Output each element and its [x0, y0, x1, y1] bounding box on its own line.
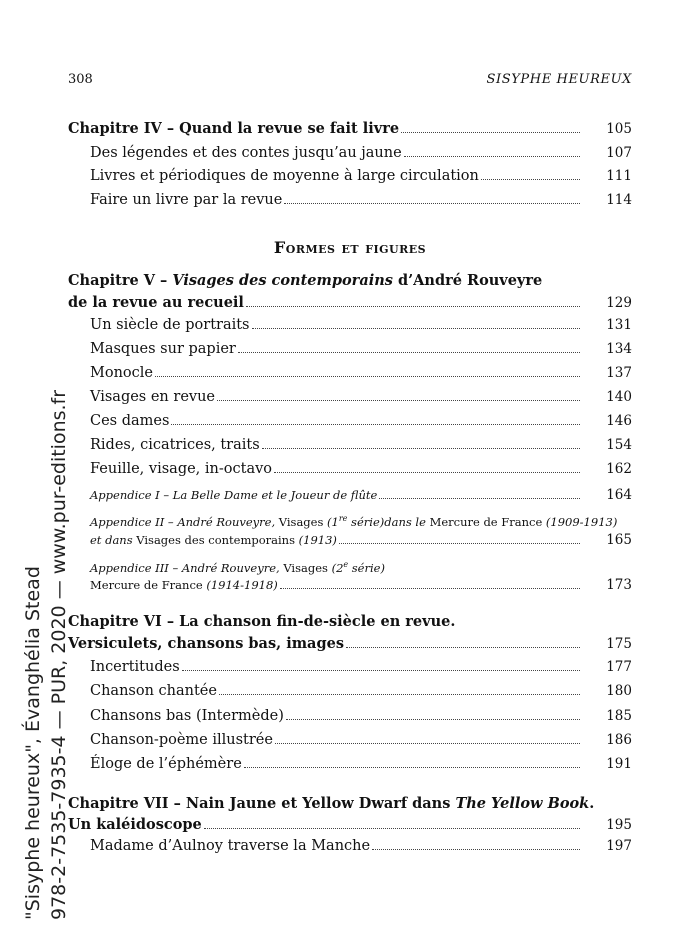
- toc-entry: [90, 340, 582, 358]
- toc-entry: [90, 436, 582, 454]
- leader-dots: [275, 743, 580, 744]
- page-number: 308: [68, 72, 93, 87]
- toc-entry-title: Ces dames: [90, 413, 170, 429]
- toc-page-number: 164: [606, 487, 632, 503]
- toc-entry: [90, 755, 582, 773]
- toc-page-number: 129: [606, 295, 632, 311]
- toc-entry: [90, 364, 582, 382]
- toc-entry: [90, 837, 582, 855]
- appendix-text: (1913): [294, 533, 337, 547]
- leader-dots: [284, 203, 580, 204]
- running-title: SISYPHE HEUREUX: [486, 72, 632, 87]
- toc-page-number: 131: [606, 317, 632, 333]
- appendix-text: et dans: [90, 533, 137, 547]
- toc-entry-title: Versiculets, chansons bas, images: [68, 635, 344, 652]
- appendix-sup: e: [343, 560, 349, 569]
- appendix-text: Mercure de France: [429, 514, 543, 529]
- toc-entry: [90, 658, 582, 676]
- toc-entry-chapter-4: [68, 120, 582, 138]
- toc-page-number: 105: [606, 121, 632, 137]
- leader-dots: [246, 306, 580, 307]
- toc-entry: [90, 682, 582, 700]
- leader-dots: [379, 498, 580, 499]
- toc-page-number: 165: [606, 532, 632, 548]
- toc-entry-title-part: Chapitre VII – Nain Jaune et Yellow Dwarf dans: [68, 795, 456, 812]
- toc-entry-title: Visages en revue: [90, 389, 216, 405]
- leader-dots: [171, 424, 580, 425]
- toc-entry-appendix-2-line-2: [90, 531, 582, 549]
- toc-entry-title: Des légendes et des contes jusqu’au jaune: [90, 145, 402, 161]
- toc-entry-title: Chapitre IV – Quand la revue se fait livre: [68, 120, 400, 137]
- toc-page-number: 186: [606, 732, 632, 748]
- leader-dots: [238, 352, 580, 353]
- toc-page-number: 197: [606, 838, 632, 854]
- toc-entry-title-italic: Visages des contemporains: [172, 272, 393, 289]
- toc-entry-title: Éloge de l’éphémère: [90, 756, 242, 772]
- toc-entry: [90, 316, 582, 334]
- leader-dots: [481, 179, 580, 180]
- leader-dots: [155, 376, 580, 377]
- toc-entry-chapter-5-line-1: [68, 272, 542, 290]
- toc-entry-title: Faire un livre par la revue: [90, 192, 283, 208]
- toc-page-number: 177: [606, 659, 632, 675]
- toc-entry: [90, 460, 582, 478]
- toc-entry-chapter-7-line-2: [68, 816, 582, 834]
- toc-entry-title: Rides, cicatrices, traits: [90, 437, 260, 453]
- toc-entry-title: Livres et périodiques de moyenne à large circulation: [90, 168, 479, 184]
- leader-dots: [217, 400, 580, 401]
- leader-dots: [244, 767, 580, 768]
- appendix-text: (1914-1918): [202, 578, 278, 592]
- toc-entry-title: Chansons bas (Intermède): [90, 708, 284, 724]
- toc-page-number: 175: [606, 636, 632, 652]
- toc-page-number: 185: [606, 708, 632, 724]
- toc-entry-title: Monocle: [90, 365, 153, 381]
- toc-entry-title-prefix: Chapitre V –: [68, 272, 173, 289]
- appendix-text: série)dans le: [347, 514, 430, 529]
- leader-dots: [346, 647, 580, 648]
- toc-entry: [90, 707, 582, 725]
- toc-entry-appendix-3-line-1: [90, 556, 385, 577]
- appendix-text: Appendice II – André Rouveyre,: [90, 514, 279, 529]
- toc-entry-title-part: .: [589, 795, 595, 812]
- leader-dots: [286, 719, 580, 720]
- toc-entry-title-suffix: d’André Rouveyre: [392, 272, 543, 289]
- toc-entry-title: Appendice I – La Belle Dame et le Joueur de flûte: [90, 488, 378, 502]
- appendix-text: Visages: [283, 560, 328, 575]
- toc-page-number: 180: [606, 683, 632, 699]
- toc-entry-title: Un siècle de portraits: [90, 317, 250, 333]
- leader-dots: [401, 132, 580, 133]
- toc-entry-title: Chanson chantée: [90, 683, 217, 699]
- leader-dots: [204, 828, 580, 829]
- toc-entry-title: Masques sur papier: [90, 341, 236, 357]
- toc-entry: [90, 731, 582, 749]
- leader-dots: [182, 670, 580, 671]
- toc-entry: [90, 144, 582, 162]
- toc-page-number: 134: [606, 341, 632, 357]
- appendix-text: (1: [323, 514, 339, 529]
- toc-entry-chapter-5-line-2: [68, 294, 582, 312]
- toc-entry-title: [90, 576, 278, 594]
- leader-dots: [339, 543, 580, 544]
- leader-dots: [274, 472, 580, 473]
- appendix-text: (2: [327, 560, 344, 575]
- toc-page-number: 140: [606, 389, 632, 405]
- toc-page-number: 191: [606, 756, 632, 772]
- toc-page-number: 107: [606, 145, 632, 161]
- leader-dots: [280, 588, 580, 589]
- toc-page-number: 111: [606, 168, 632, 184]
- toc-entry-title: Chanson-poème illustrée: [90, 732, 273, 748]
- toc-entry-title: Feuille, visage, in-octavo: [90, 461, 273, 477]
- toc-entry-title: Incertitudes: [90, 659, 180, 675]
- toc-entry-chapter-6-line-1: Chapitre VI – La chanson fin-de-siècle en revue.: [68, 613, 456, 630]
- toc-entry-chapter-6-line-2: [68, 635, 582, 653]
- appendix-text: série): [348, 560, 385, 575]
- toc-entry-title: Madame d’Aulnoy traverse la Manche: [90, 838, 371, 854]
- toc-page-number: 195: [606, 817, 632, 833]
- appendix-text: Visages: [278, 514, 324, 529]
- toc-entry: [90, 412, 582, 430]
- appendix-text: Mercure de France: [90, 578, 203, 592]
- toc-entry: [90, 167, 582, 185]
- section-title: Formes et figures: [273, 238, 427, 257]
- toc-entry-appendix-1: [90, 486, 582, 504]
- leader-dots: [219, 694, 580, 695]
- toc-page-number: 114: [606, 192, 632, 208]
- appendix-sup: re: [338, 514, 348, 523]
- toc-entry-title-italic: The Yellow Book: [455, 795, 590, 812]
- toc-entry-appendix-3-line-2: [90, 576, 582, 594]
- toc-entry-title: Un kaléidoscope: [68, 816, 202, 833]
- watermark-line-2: 978-2-7535-7935-4 — PUR, 2020 — www.pur-editions.fr: [48, 389, 70, 920]
- toc-page-number: 146: [606, 413, 632, 429]
- appendix-text: Visages des contemporains: [136, 533, 295, 547]
- toc-page-number: 173: [606, 577, 632, 593]
- toc-entry-chapter-7-line-1: [68, 795, 594, 813]
- leader-dots: [262, 448, 580, 449]
- toc-page-number: 154: [606, 437, 632, 453]
- leader-dots: [252, 328, 581, 329]
- toc-entry: [90, 388, 582, 406]
- watermark-line-1: "Sisyphe heureux", Évanghélia Stead: [22, 566, 44, 920]
- appendix-text: Appendice III – André Rouveyre,: [90, 560, 284, 575]
- toc-entry-title: de la revue au recueil: [68, 294, 244, 311]
- toc-page-number: 162: [606, 461, 632, 477]
- toc-entry: [90, 191, 582, 209]
- toc-entry-appendix-2-line-1: [90, 510, 617, 531]
- watermark-stamp: [20, 390, 72, 920]
- leader-dots: [372, 849, 580, 850]
- toc-page-number: 137: [606, 365, 632, 381]
- toc-entry-title: [90, 531, 337, 549]
- appendix-text: (1909-1913): [542, 514, 618, 529]
- leader-dots: [404, 156, 580, 157]
